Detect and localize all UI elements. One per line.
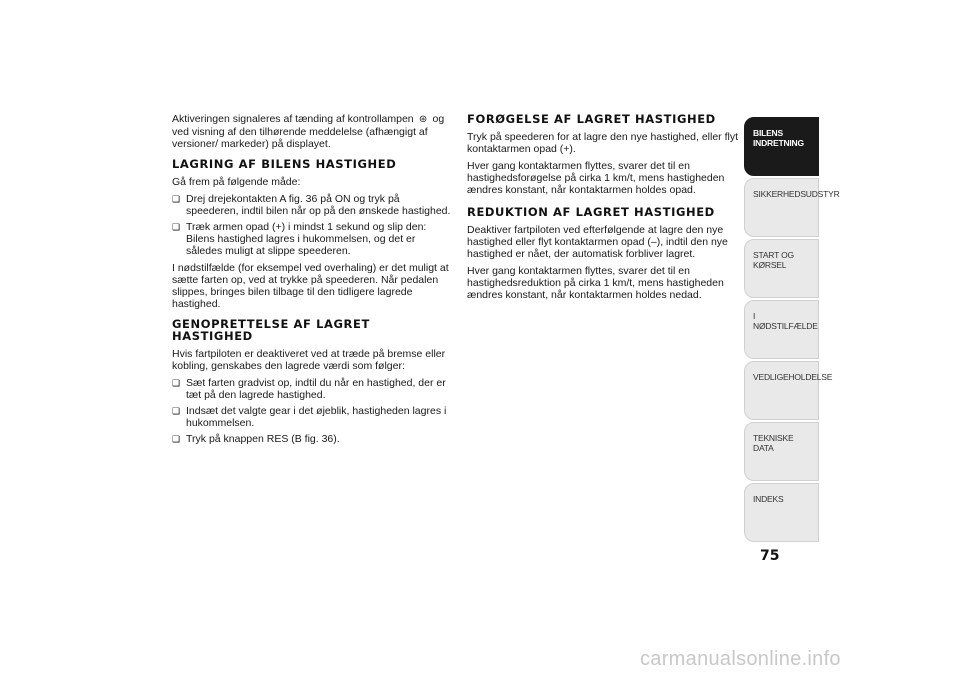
chapter-tabs: [744, 117, 840, 544]
tab-bilens-indretning[interactable]: BILENS INDRETNING: [744, 117, 819, 176]
paragraph: Hver gang kontaktarmen flyttes, svarer det til en hastighedsreduktion på cirka 1 km/t, mens hastigheden ændres konstant, når kontaktarmen holdes nedad.: [467, 265, 724, 301]
paragraph: Deaktiver fartpiloten ved efterfølgende at lagre den nye hastighed eller flyt kontaktarmen opad (–), indtil den nye hastighed er nået, der automatisk forbliver lagret.: [467, 224, 728, 260]
tab-tekniske-data[interactable]: TEKNISKE DATA: [744, 422, 819, 481]
section-title-reduktion: REDUKTION AF LAGRET HASTIGHED: [467, 205, 715, 219]
paragraph: Hver gang kontaktarmen flyttes, svarer det til en hastighedsforøgelse på cirka 1 km/t, mens hastigheden ændres konstant, når kontaktarmen holdes opad.: [467, 160, 725, 196]
page-number: 75: [760, 548, 780, 564]
list-item: ❑ Indsæt det valgte gear i det øjeblik, hastigheden lagres i hukommelsen.: [172, 405, 452, 429]
list-item: ❑ Drej drejekontakten A fig. 36 på ON og tryk på speederen, indtil bilen når op på den ønskede hastighed.: [172, 193, 452, 217]
cruise-control-icon: ⊛: [418, 114, 428, 125]
tab-indeks[interactable]: INDEKS: [744, 483, 819, 542]
section-title-lagring: LAGRING AF BILENS HASTIGHED: [172, 157, 397, 171]
bullet-list-lagring: [172, 193, 452, 257]
paragraph: Tryk på speederen for at lagre den nye hastighed, eller flyt kontaktarmen opad (+).: [467, 131, 739, 155]
intro-paragraph: Aktiveringen signaleres af tænding af kontrollampen ⊛ og ved visning af den tilhørende meddelelse (afhængigt af versioner/ markeder) på displayet.: [172, 113, 445, 150]
right-column: [467, 113, 742, 306]
tab-i-nodstilfaelde[interactable]: I NØDSTILFÆLDE: [744, 300, 819, 359]
tab-sikkerhedsudstyr[interactable]: SIKKERHEDSUDSTYR: [744, 178, 819, 237]
section-title-genoprettelse: GENOPRETTELSE AF LAGRET HASTIGHED: [172, 317, 370, 343]
tab-start-og-korsel[interactable]: START OG KØRSEL: [744, 239, 819, 298]
bullet-list-genoprettelse: [172, 377, 452, 445]
section-title-forogelse: FORØGELSE AF LAGRET HASTIGHED: [467, 112, 716, 126]
tab-vedligeholdelse[interactable]: VEDLIGEHOLDELSE: [744, 361, 819, 420]
list-item: ❑ Tryk på knappen RES (B fig. 36).: [172, 433, 452, 445]
note-paragraph: I nødstilfælde (for eksempel ved overhaling) er det muligt at sætte farten op, ved at trykke på speederen. Når pedalen slippes, bringes bilen tilbage til den tidligere lagrede hastighed.: [172, 262, 449, 310]
section-lead: Hvis fartpiloten er deaktiveret ved at træde på bremse eller kobling, genskabes den lagrede værdi som følger:: [172, 348, 446, 372]
list-item: ❑ Træk armen opad (+) i mindst 1 sekund og slip den: Bilens hastighed lagres i hukommelsen, og det er således muligt at slippe speederen.: [172, 221, 452, 257]
left-column: [172, 113, 452, 450]
section-lead: Gå frem på følgende måde:: [172, 176, 301, 188]
watermark: carmanualsonline.info: [640, 648, 841, 670]
list-item: ❑ Sæt farten gradvist op, indtil du når en hastighed, der er tæt på den lagrede hastighed.: [172, 377, 452, 401]
